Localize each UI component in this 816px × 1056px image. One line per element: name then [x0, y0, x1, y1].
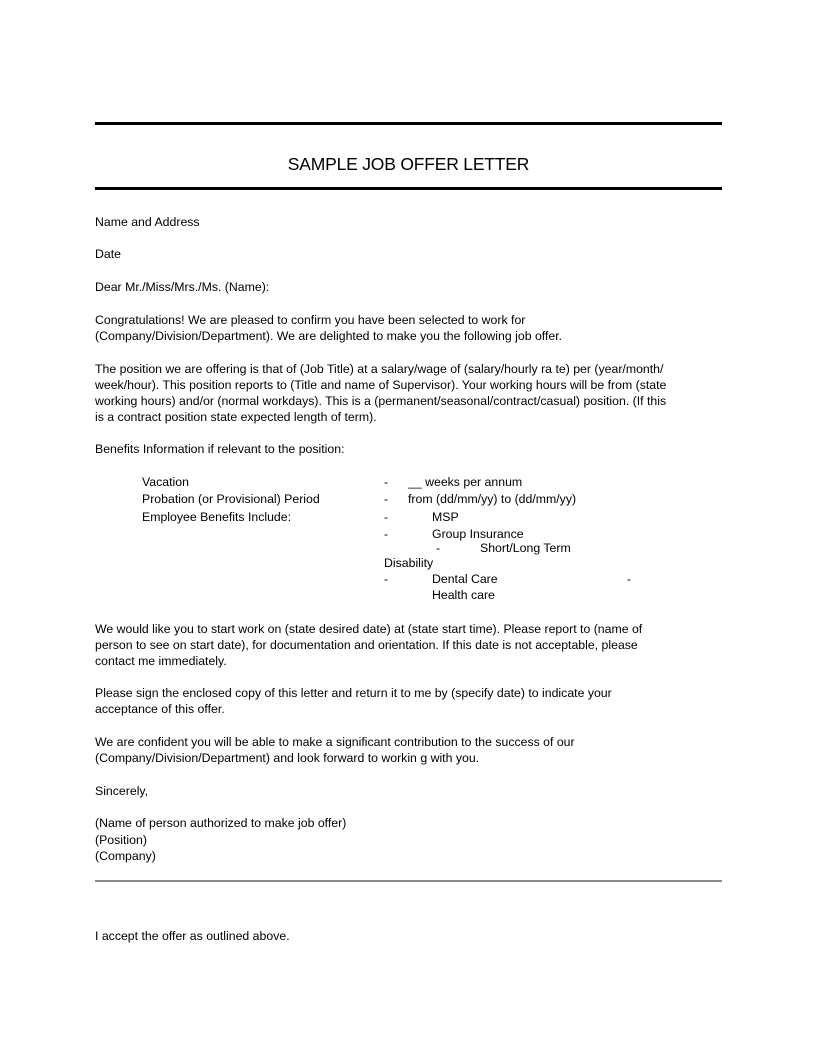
- list-dash: -: [627, 572, 632, 586]
- text-line: working hours) and/or (normal workdays). This is a (permanent/seasonal/contract/casual) position. (If this: [95, 394, 667, 408]
- text-line: week/hour). This position reports to (Title and name of Supervisor). Your working hours will be from (state: [95, 378, 667, 392]
- text-line: contact me immediately.: [95, 654, 227, 668]
- text-line: We would like you to start work on (state desired date) at (state start time). Please report to (name of: [95, 622, 643, 636]
- employee-benefits-label: Employee Benefits Include:: [142, 510, 292, 524]
- health-care-item: Health care: [432, 588, 495, 602]
- signature-divider: [95, 880, 722, 882]
- date-line: Date: [95, 247, 121, 261]
- list-dash: -: [384, 572, 389, 586]
- dental-care-item: Dental Care: [432, 572, 498, 586]
- text-line: Please sign the enclosed copy of this letter and return it to me by (specify date) to indicate your: [95, 686, 612, 700]
- list-dash: -: [384, 527, 389, 541]
- list-dash: -: [384, 510, 389, 524]
- vacation-label: Vacation: [142, 475, 189, 489]
- text-line: acceptance of this offer.: [95, 702, 225, 716]
- list-dash: -: [384, 475, 389, 489]
- text-line: The position we are offering is that of (Job Title) at a salary/wage of (salary/hourly ra te) per (year/month/: [95, 362, 664, 376]
- benefits-intro: Benefits Information if relevant to the position:: [95, 442, 345, 456]
- signatory-name: (Name of person authorized to make job offer): [95, 816, 347, 830]
- page-title: SAMPLE JOB OFFER LETTER: [287, 154, 530, 174]
- name-address: Name and Address: [95, 215, 200, 229]
- disability-item: Disability: [384, 556, 434, 570]
- probation-value: from (dd/mm/yy) to (dd/mm/yy): [408, 492, 577, 506]
- group-insurance-item: Group Insurance: [432, 527, 524, 541]
- vacation-value: __ weeks per annum: [408, 475, 523, 489]
- top-rule: [95, 122, 722, 125]
- text-line: is a contract position state expected length of term).: [95, 410, 377, 424]
- title-rule: [95, 187, 722, 190]
- closing: Sincerely,: [95, 784, 149, 798]
- msp-item: MSP: [432, 510, 459, 524]
- list-dash: -: [436, 541, 441, 555]
- signatory-company: (Company): [95, 849, 156, 863]
- short-long-term-item: Short/Long Term: [480, 541, 571, 555]
- text-line: (Company/Division/Department). We are delighted to make you the following job offer.: [95, 329, 563, 343]
- text-line: Congratulations! We are pleased to confirm you have been selected to work for: [95, 313, 526, 327]
- probation-label: Probation (or Provisional) Period: [142, 492, 320, 506]
- acceptance-line: I accept the offer as outlined above.: [95, 929, 290, 943]
- signatory-position: (Position): [95, 833, 147, 847]
- text-line: We are confident you will be able to make a significant contribution to the success of our: [95, 735, 575, 749]
- salutation: Dear Mr./Miss/Mrs./Ms. (Name):: [95, 280, 270, 294]
- text-line: (Company/Division/Department) and look forward to workin g with you.: [95, 751, 480, 765]
- text-line: person to see on start date), for documentation and orientation. If this date is not acceptable, please: [95, 638, 638, 652]
- list-dash: -: [384, 492, 389, 506]
